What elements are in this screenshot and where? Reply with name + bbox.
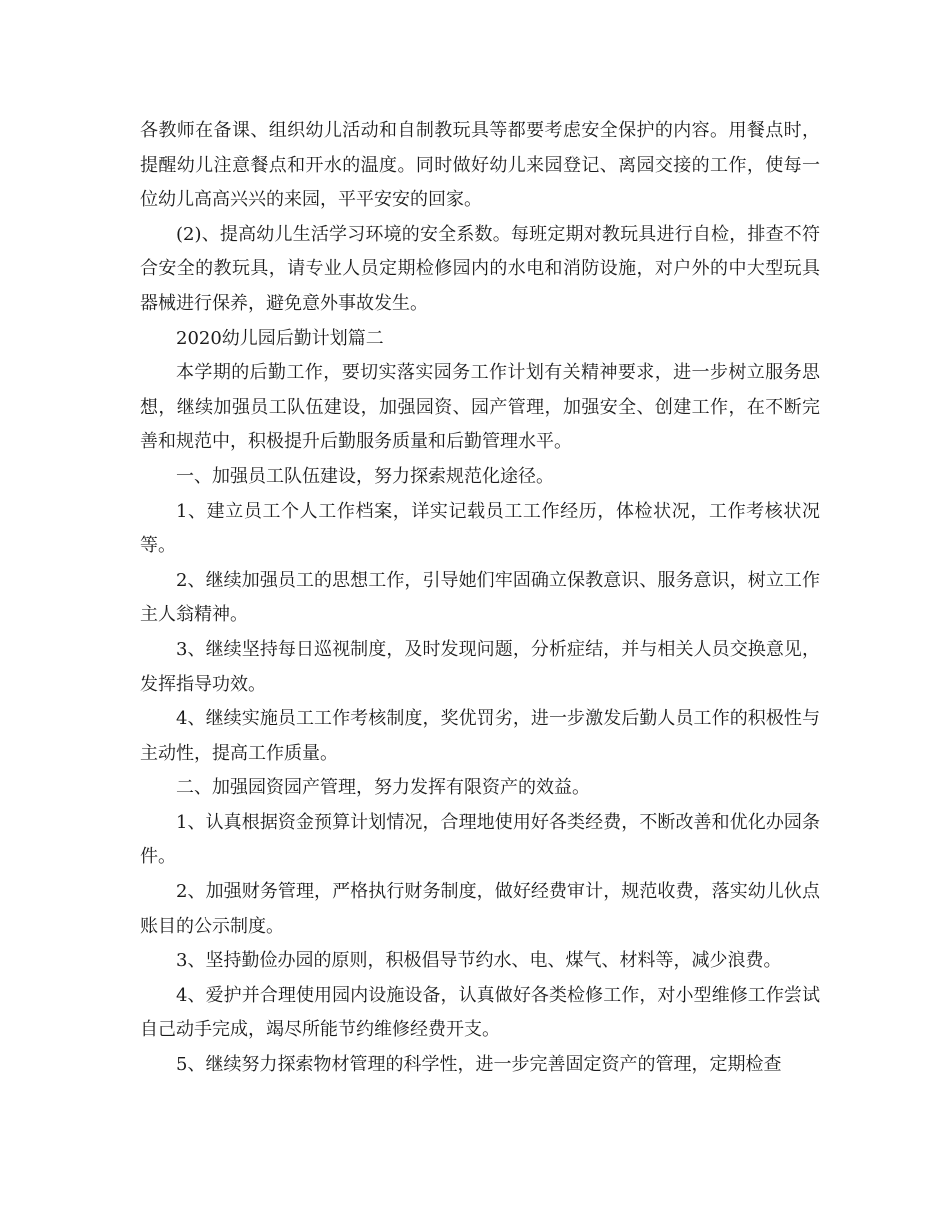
- item-asset-2: 2、加强财务管理，严格执行财务制度，做好经费审计，规范收费，落实幼儿伙点账目的公示制度。: [140, 881, 820, 937]
- item-staff-4: 4、继续实施员工工作考核制度，奖优罚劣，进一步激发后勤人员工作的积极性与主动性，提高工作质量。: [140, 708, 820, 764]
- item-asset-5: 5、继续努力探索物材管理的科学性，进一步完善固定资产的管理，定期检查: [176, 1054, 782, 1076]
- item-staff-1: 1、建立员工个人工作档案，详实记载员工工作经历，体检状况，工作考核状况等。: [140, 500, 820, 557]
- section-heading-plan-two: 2020幼儿园后勤计划篇二: [176, 327, 384, 349]
- item-asset-3: 3、坚持勤俭办园的原则，积极倡导节约水、电、煤气、材料等，减少浪费。: [176, 950, 782, 972]
- item-asset-4: 4、爱护并合理使用园内设施设备，认真做好各类检修工作，对小型维修工作尝试自己动手完成，竭尽所能节约维修经费开支。: [140, 984, 820, 1041]
- item-asset-1: 1、认真根据资金预算计划情况，合理地使用好各类经费，不断改善和优化办园条件。: [140, 811, 820, 868]
- paragraph-intro: 本学期的后勤工作，要切实落实园务工作计划有关精神要求，进一步树立服务思想，继续加强员工队伍建设，加强园资、园产管理，加强安全、创建工作，在不断完善和规范中，积极提升后勤服务质量和后勤管理水平。: [140, 362, 820, 453]
- heading-staff-building: 一、加强员工队伍建设，努力探索规范化途径。: [176, 465, 554, 487]
- paragraph-safety-factor: (2)、提高幼儿生活学习环境的安全系数。每班定期对教玩具进行自检，排查不符合安全的教玩具，请专业人员定期检修园内的水电和消防设施，对户外的中大型玩具器械进行保养，避免意外事故发生。: [140, 223, 820, 314]
- document-body: [140, 114, 820, 1083]
- item-staff-2: 2、继续加强员工的思想工作，引导她们牢固确立保教意识、服务意识，树立工作主人翁精神。: [140, 569, 820, 626]
- heading-asset-management: 二、加强园资园产管理，努力发挥有限资产的效益。: [176, 777, 590, 799]
- item-staff-3: 3、继续坚持每日巡视制度，及时发现问题，分析症结，并与相关人员交换意见，发挥指导功效。: [140, 638, 820, 695]
- paragraph-safety-content: 各教师在备课、组织幼儿活动和自制教玩具等都要考虑安全保护的内容。用餐点时，提醒幼儿注意餐点和开水的温度。同时做好幼儿来园登记、离园交接的工作，使每一位幼儿高高兴兴的来园，平平安安的回家。: [140, 120, 820, 211]
